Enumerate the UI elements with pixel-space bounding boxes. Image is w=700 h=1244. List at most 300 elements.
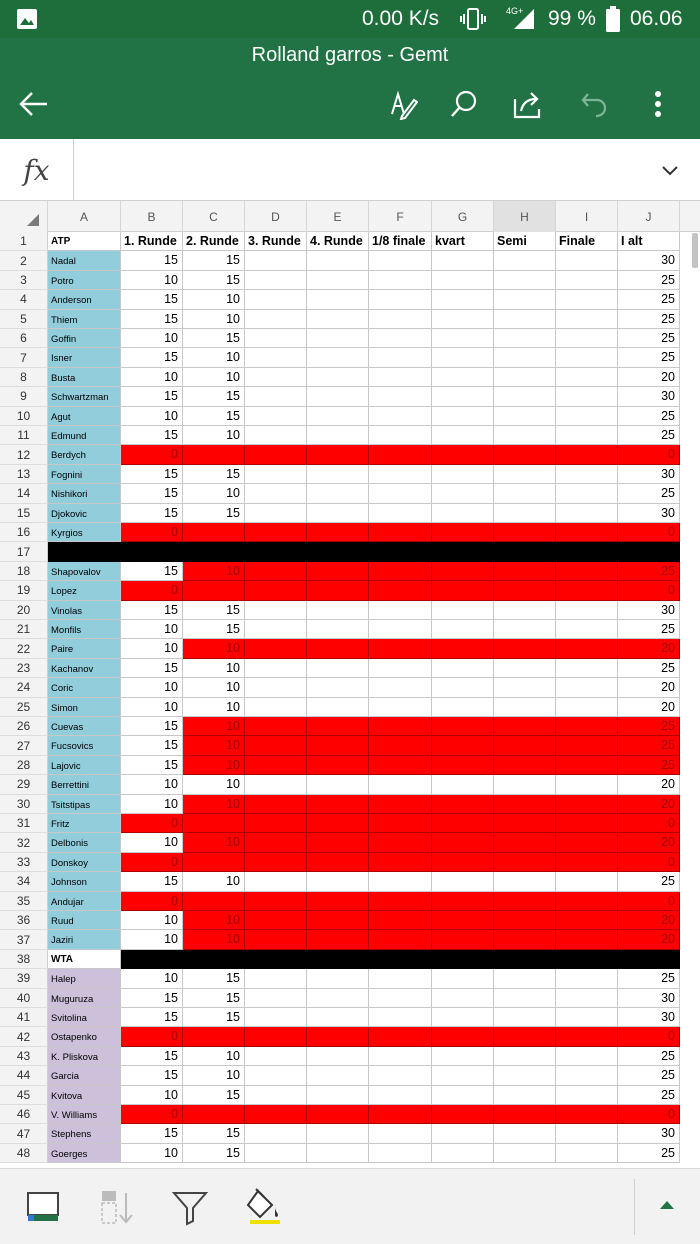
cell[interactable] — [245, 736, 307, 755]
cell[interactable] — [556, 1144, 618, 1163]
cell[interactable] — [494, 1086, 556, 1105]
row-header[interactable]: 34 — [0, 872, 48, 891]
cell[interactable] — [556, 368, 618, 387]
column-header-a[interactable]: A — [48, 201, 121, 232]
row-header[interactable]: 45 — [0, 1086, 48, 1105]
cell[interactable] — [432, 678, 494, 697]
cell[interactable] — [369, 969, 432, 988]
cell[interactable] — [307, 387, 369, 406]
cell[interactable] — [494, 872, 556, 891]
row-header[interactable]: 47 — [0, 1124, 48, 1143]
cell[interactable] — [432, 445, 494, 464]
row-header[interactable]: 13 — [0, 465, 48, 484]
cell[interactable] — [556, 620, 618, 639]
cell[interactable] — [494, 601, 556, 620]
cell[interactable] — [307, 1144, 369, 1163]
total-cell[interactable]: 30 — [618, 465, 680, 484]
cell[interactable] — [307, 911, 369, 930]
row-header[interactable]: 30 — [0, 795, 48, 814]
cell[interactable] — [307, 329, 369, 348]
cell[interactable] — [245, 1124, 307, 1143]
cell[interactable] — [307, 678, 369, 697]
total-cell[interactable]: 20 — [618, 368, 680, 387]
cell[interactable] — [432, 989, 494, 1008]
player-name-cell[interactable]: Lopez — [48, 581, 121, 600]
round2-cell[interactable] — [183, 853, 245, 872]
cell[interactable] — [432, 251, 494, 270]
round1-cell[interactable]: 15 — [121, 717, 183, 736]
total-cell[interactable]: 20 — [618, 678, 680, 697]
cell[interactable] — [494, 1066, 556, 1085]
cell[interactable] — [494, 581, 556, 600]
row-header[interactable]: 37 — [0, 930, 48, 949]
round2-cell[interactable]: 15 — [183, 989, 245, 1008]
round1-cell[interactable]: 10 — [121, 271, 183, 290]
cell[interactable] — [307, 872, 369, 891]
player-name-cell[interactable]: Svitolina — [48, 1008, 121, 1027]
column-title-cell[interactable]: kvart — [432, 232, 494, 251]
cell[interactable] — [494, 1027, 556, 1046]
cell[interactable] — [369, 542, 432, 561]
round2-cell[interactable] — [183, 445, 245, 464]
cell[interactable] — [432, 484, 494, 503]
column-header-i[interactable]: I — [556, 201, 618, 232]
round2-cell[interactable]: 10 — [183, 833, 245, 852]
round2-cell[interactable] — [183, 1105, 245, 1124]
total-cell[interactable]: 25 — [618, 348, 680, 367]
total-cell[interactable]: 25 — [618, 1066, 680, 1085]
cell[interactable] — [245, 795, 307, 814]
round1-cell[interactable]: 10 — [121, 833, 183, 852]
player-name-cell[interactable]: Ostapenko — [48, 1027, 121, 1046]
total-cell[interactable]: 25 — [618, 407, 680, 426]
cell[interactable] — [245, 484, 307, 503]
cell[interactable] — [369, 445, 432, 464]
cell[interactable] — [432, 504, 494, 523]
cell[interactable] — [307, 756, 369, 775]
cell[interactable] — [494, 484, 556, 503]
cell[interactable] — [369, 1144, 432, 1163]
total-cell[interactable]: 25 — [618, 329, 680, 348]
chevron-down-icon[interactable] — [658, 158, 682, 182]
column-title-cell[interactable]: Semi — [494, 232, 556, 251]
total-cell[interactable]: 25 — [618, 290, 680, 309]
player-name-cell[interactable]: Garcia — [48, 1066, 121, 1085]
cell[interactable] — [432, 930, 494, 949]
row-header[interactable]: 42 — [0, 1027, 48, 1046]
round1-cell[interactable]: 10 — [121, 678, 183, 697]
player-name-cell[interactable]: K. Pliskova — [48, 1047, 121, 1066]
round1-cell[interactable]: 15 — [121, 251, 183, 270]
row-header[interactable]: 39 — [0, 969, 48, 988]
row-header[interactable]: 32 — [0, 833, 48, 852]
cell[interactable] — [245, 853, 307, 872]
cell[interactable] — [432, 1008, 494, 1027]
round2-cell[interactable]: 10 — [183, 290, 245, 309]
cell[interactable] — [369, 407, 432, 426]
round2-cell[interactable] — [183, 542, 245, 561]
cell[interactable] — [307, 407, 369, 426]
player-name-cell[interactable]: Berdych — [48, 445, 121, 464]
cell[interactable] — [556, 950, 618, 969]
cell[interactable] — [494, 368, 556, 387]
round2-cell[interactable]: 10 — [183, 426, 245, 445]
cell[interactable] — [307, 581, 369, 600]
round1-cell[interactable]: 10 — [121, 368, 183, 387]
cell[interactable] — [369, 271, 432, 290]
round1-cell[interactable]: 0 — [121, 1027, 183, 1046]
total-cell[interactable]: 30 — [618, 504, 680, 523]
row-header[interactable]: 33 — [0, 853, 48, 872]
cell[interactable] — [432, 290, 494, 309]
cell[interactable] — [556, 1124, 618, 1143]
cell[interactable] — [432, 368, 494, 387]
round1-cell[interactable]: 0 — [121, 814, 183, 833]
cell[interactable] — [556, 523, 618, 542]
cell[interactable] — [494, 775, 556, 794]
cell[interactable] — [245, 833, 307, 852]
cell[interactable] — [494, 698, 556, 717]
spreadsheet-grid[interactable] — [0, 201, 700, 1168]
expand-up-icon[interactable] — [660, 1201, 674, 1209]
cell[interactable] — [432, 736, 494, 755]
cell[interactable] — [494, 1144, 556, 1163]
cell[interactable] — [556, 329, 618, 348]
cell[interactable] — [245, 581, 307, 600]
round1-cell[interactable]: 0 — [121, 523, 183, 542]
column-title-cell[interactable]: 4. Runde — [307, 232, 369, 251]
cell[interactable] — [556, 1047, 618, 1066]
total-cell[interactable]: 20 — [618, 930, 680, 949]
round2-cell[interactable]: 10 — [183, 310, 245, 329]
total-cell[interactable]: 25 — [618, 872, 680, 891]
cell[interactable] — [369, 911, 432, 930]
cell[interactable] — [432, 562, 494, 581]
cell[interactable] — [556, 659, 618, 678]
player-name-cell[interactable]: Fognini — [48, 465, 121, 484]
pen-edit-icon[interactable] — [382, 84, 422, 124]
cell[interactable] — [556, 698, 618, 717]
total-cell[interactable]: 30 — [618, 1008, 680, 1027]
round2-cell[interactable]: 15 — [183, 1008, 245, 1027]
cell[interactable] — [369, 523, 432, 542]
cell[interactable] — [307, 310, 369, 329]
cell[interactable] — [494, 930, 556, 949]
cell[interactable] — [307, 368, 369, 387]
row-header[interactable]: 36 — [0, 911, 48, 930]
player-name-cell[interactable]: Paire — [48, 639, 121, 658]
cell[interactable] — [556, 504, 618, 523]
cell[interactable] — [369, 659, 432, 678]
round1-cell[interactable]: 15 — [121, 736, 183, 755]
cell[interactable] — [245, 775, 307, 794]
column-header-b[interactable]: B — [121, 201, 183, 232]
round1-cell[interactable]: 10 — [121, 930, 183, 949]
cell[interactable] — [307, 1124, 369, 1143]
row-header[interactable]: 43 — [0, 1047, 48, 1066]
cell[interactable] — [556, 814, 618, 833]
cell[interactable] — [307, 1008, 369, 1027]
total-cell[interactable]: 25 — [618, 1086, 680, 1105]
total-cell[interactable]: 25 — [618, 1144, 680, 1163]
row-header[interactable]: 27 — [0, 736, 48, 755]
cell[interactable] — [494, 445, 556, 464]
round2-cell[interactable]: 15 — [183, 601, 245, 620]
cell[interactable] — [556, 678, 618, 697]
cell[interactable] — [245, 523, 307, 542]
round1-cell[interactable]: 0 — [121, 445, 183, 464]
row-header[interactable]: 15 — [0, 504, 48, 523]
round1-cell[interactable]: 10 — [121, 698, 183, 717]
cell[interactable] — [556, 833, 618, 852]
cell[interactable] — [245, 426, 307, 445]
cell[interactable] — [494, 969, 556, 988]
round2-cell[interactable]: 10 — [183, 1066, 245, 1085]
round1-cell[interactable]: 15 — [121, 659, 183, 678]
round2-cell[interactable] — [183, 892, 245, 911]
cell[interactable] — [494, 562, 556, 581]
cell[interactable] — [556, 756, 618, 775]
column-title-cell[interactable]: Finale — [556, 232, 618, 251]
total-cell[interactable]: 20 — [618, 698, 680, 717]
round1-cell[interactable]: 15 — [121, 1066, 183, 1085]
cell[interactable] — [494, 950, 556, 969]
cell[interactable] — [556, 426, 618, 445]
cell[interactable] — [307, 795, 369, 814]
total-cell[interactable]: 30 — [618, 601, 680, 620]
cell[interactable] — [369, 310, 432, 329]
cell[interactable] — [245, 1047, 307, 1066]
cell[interactable] — [556, 930, 618, 949]
round2-cell[interactable]: 10 — [183, 795, 245, 814]
cell[interactable] — [556, 348, 618, 367]
cell[interactable] — [307, 969, 369, 988]
cell[interactable] — [245, 930, 307, 949]
cell[interactable] — [494, 814, 556, 833]
round1-cell[interactable]: 15 — [121, 989, 183, 1008]
total-cell[interactable]: 25 — [618, 620, 680, 639]
cell[interactable] — [369, 620, 432, 639]
cell[interactable] — [432, 659, 494, 678]
cell[interactable] — [494, 639, 556, 658]
cell[interactable] — [369, 348, 432, 367]
cell[interactable] — [369, 329, 432, 348]
total-cell[interactable]: 25 — [618, 310, 680, 329]
round2-cell[interactable]: 15 — [183, 969, 245, 988]
round2-cell[interactable] — [183, 950, 245, 969]
player-name-cell[interactable]: Potro — [48, 271, 121, 290]
cell[interactable] — [556, 717, 618, 736]
cell[interactable] — [494, 717, 556, 736]
cell[interactable] — [307, 1066, 369, 1085]
row-header[interactable]: 21 — [0, 620, 48, 639]
row-header[interactable]: 12 — [0, 445, 48, 464]
cell[interactable] — [556, 601, 618, 620]
round2-cell[interactable]: 15 — [183, 329, 245, 348]
round1-cell[interactable]: 0 — [121, 1105, 183, 1124]
cell[interactable] — [494, 1047, 556, 1066]
row-header[interactable]: 3 — [0, 271, 48, 290]
round2-cell[interactable]: 10 — [183, 639, 245, 658]
cell[interactable] — [556, 911, 618, 930]
cell[interactable] — [432, 1105, 494, 1124]
cell[interactable] — [556, 271, 618, 290]
cell[interactable] — [369, 1047, 432, 1066]
cell[interactable] — [369, 989, 432, 1008]
cell[interactable] — [369, 562, 432, 581]
round2-cell[interactable]: 10 — [183, 775, 245, 794]
round2-cell[interactable]: 10 — [183, 1047, 245, 1066]
round2-cell[interactable] — [183, 814, 245, 833]
cell[interactable] — [494, 678, 556, 697]
round1-cell[interactable]: 10 — [121, 911, 183, 930]
player-name-cell[interactable]: Monfils — [48, 620, 121, 639]
cell[interactable] — [556, 795, 618, 814]
total-cell[interactable]: 0 — [618, 853, 680, 872]
cell[interactable] — [245, 639, 307, 658]
more-vert-icon[interactable] — [638, 84, 678, 124]
round2-cell[interactable] — [183, 581, 245, 600]
undo-icon[interactable] — [574, 84, 614, 124]
player-name-cell[interactable]: WTA — [48, 950, 121, 969]
cell[interactable] — [556, 989, 618, 1008]
round1-cell[interactable]: 10 — [121, 969, 183, 988]
row-header[interactable]: 11 — [0, 426, 48, 445]
player-name-cell[interactable] — [48, 542, 121, 561]
cell[interactable] — [432, 892, 494, 911]
row-header[interactable]: 9 — [0, 387, 48, 406]
cell[interactable] — [369, 504, 432, 523]
round2-cell[interactable]: 10 — [183, 756, 245, 775]
cell[interactable] — [307, 465, 369, 484]
cell[interactable] — [369, 833, 432, 852]
cell[interactable] — [307, 484, 369, 503]
round1-cell[interactable] — [121, 950, 183, 969]
cell[interactable] — [245, 717, 307, 736]
cell[interactable] — [432, 1086, 494, 1105]
player-name-cell[interactable]: Delbonis — [48, 833, 121, 852]
player-name-cell[interactable]: Thiem — [48, 310, 121, 329]
column-title-cell[interactable]: 1/8 finale — [369, 232, 432, 251]
cell[interactable] — [556, 445, 618, 464]
cell[interactable] — [494, 1105, 556, 1124]
cell[interactable] — [307, 833, 369, 852]
cell[interactable] — [245, 911, 307, 930]
row-header[interactable]: 26 — [0, 717, 48, 736]
cell[interactable] — [432, 950, 494, 969]
row-header[interactable]: 23 — [0, 659, 48, 678]
total-cell[interactable] — [618, 950, 680, 969]
cell[interactable] — [245, 989, 307, 1008]
cell[interactable] — [369, 736, 432, 755]
cell[interactable] — [307, 271, 369, 290]
round2-cell[interactable]: 15 — [183, 504, 245, 523]
cell[interactable] — [494, 329, 556, 348]
total-cell[interactable]: 25 — [618, 756, 680, 775]
total-cell[interactable]: 20 — [618, 639, 680, 658]
cell[interactable] — [245, 950, 307, 969]
cell[interactable] — [245, 542, 307, 561]
row-header[interactable]: 19 — [0, 581, 48, 600]
cell[interactable] — [432, 523, 494, 542]
cell[interactable] — [494, 1008, 556, 1027]
cell[interactable] — [432, 465, 494, 484]
cell[interactable] — [494, 387, 556, 406]
cell[interactable] — [494, 542, 556, 561]
cell[interactable] — [245, 659, 307, 678]
cell[interactable] — [307, 1047, 369, 1066]
round1-cell[interactable]: 15 — [121, 756, 183, 775]
cell[interactable] — [307, 736, 369, 755]
player-name-cell[interactable]: Goffin — [48, 329, 121, 348]
total-cell[interactable]: 30 — [618, 251, 680, 270]
cell[interactable] — [556, 736, 618, 755]
row-header[interactable]: 5 — [0, 310, 48, 329]
player-name-cell[interactable]: Anderson — [48, 290, 121, 309]
filter-icon[interactable] — [170, 1187, 210, 1227]
cell[interactable] — [307, 620, 369, 639]
cell[interactable] — [307, 1105, 369, 1124]
cell[interactable] — [556, 872, 618, 891]
cell[interactable] — [307, 717, 369, 736]
cell[interactable] — [307, 989, 369, 1008]
cell[interactable] — [432, 698, 494, 717]
round2-cell[interactable]: 15 — [183, 387, 245, 406]
total-cell[interactable]: 25 — [618, 717, 680, 736]
cell[interactable] — [432, 639, 494, 658]
cell[interactable] — [307, 1027, 369, 1046]
cell[interactable] — [369, 795, 432, 814]
total-cell[interactable]: 20 — [618, 775, 680, 794]
round1-cell[interactable]: 15 — [121, 1047, 183, 1066]
player-name-cell[interactable]: Fucsovics — [48, 736, 121, 755]
cell[interactable] — [556, 1105, 618, 1124]
cell[interactable] — [307, 1086, 369, 1105]
cell[interactable] — [494, 795, 556, 814]
round1-cell[interactable]: 15 — [121, 426, 183, 445]
cell[interactable] — [369, 1008, 432, 1027]
total-cell[interactable]: 25 — [618, 969, 680, 988]
player-name-cell[interactable]: Kvitova — [48, 1086, 121, 1105]
search-icon[interactable] — [444, 84, 484, 124]
column-title-cell[interactable]: 2. Runde — [183, 232, 245, 251]
cell[interactable] — [432, 1027, 494, 1046]
row-header[interactable]: 6 — [0, 329, 48, 348]
cell[interactable] — [245, 251, 307, 270]
cell[interactable] — [307, 523, 369, 542]
back-arrow-icon[interactable] — [14, 84, 54, 124]
cell[interactable] — [494, 833, 556, 852]
player-name-cell[interactable]: V. Williams — [48, 1105, 121, 1124]
cell[interactable] — [369, 892, 432, 911]
cell[interactable] — [556, 484, 618, 503]
cell[interactable] — [245, 407, 307, 426]
column-title-cell[interactable]: 1. Runde — [121, 232, 183, 251]
round1-cell[interactable]: 10 — [121, 1144, 183, 1163]
cell[interactable] — [494, 290, 556, 309]
player-name-cell[interactable]: Isner — [48, 348, 121, 367]
cell[interactable] — [432, 1124, 494, 1143]
cell[interactable] — [307, 542, 369, 561]
cell[interactable] — [494, 659, 556, 678]
round1-cell[interactable]: 15 — [121, 1008, 183, 1027]
row-header[interactable]: 20 — [0, 601, 48, 620]
total-cell[interactable]: 0 — [618, 523, 680, 542]
cell[interactable] — [369, 601, 432, 620]
cell[interactable] — [369, 814, 432, 833]
round2-cell[interactable]: 10 — [183, 717, 245, 736]
player-name-cell[interactable]: Lajovic — [48, 756, 121, 775]
